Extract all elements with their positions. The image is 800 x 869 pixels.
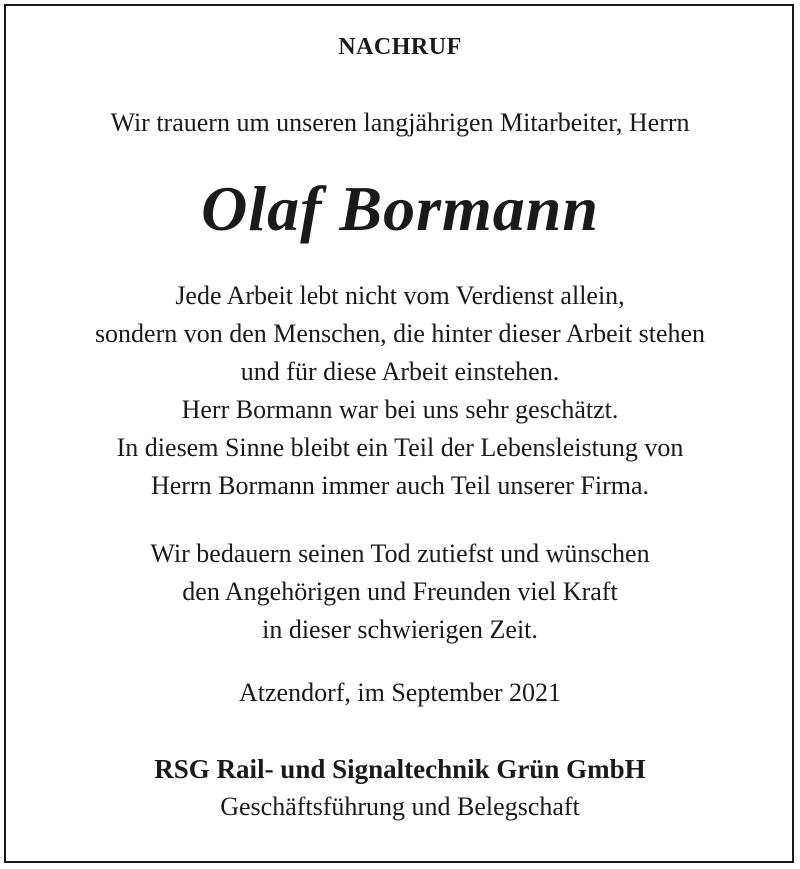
tribute-line: und für diese Arbeit einstehen. — [240, 357, 560, 386]
intro-text: Wir trauern um unseren langjährigen Mitarbeiter, Herrn — [110, 108, 690, 137]
notice-heading: NACHRUF — [338, 34, 462, 60]
company-name: RSG Rail- und Signaltechnik Grün GmbH — [154, 754, 646, 784]
tribute-line: sondern von den Menschen, die hinter dieser Arbeit stehen — [94, 319, 706, 348]
tribute-line: Herrn Bormann immer auch Teil unserer Firma. — [150, 471, 650, 500]
condolence-line: in dieser schwierigen Zeit. — [262, 615, 538, 644]
place-date: Atzendorf, im September 2021 — [238, 678, 562, 707]
tribute-line: In diesem Sinne bleibt ein Teil der Lebensleistung von — [116, 433, 684, 462]
condolence-line: den Angehörigen und Freunden viel Kraft — [182, 577, 618, 606]
tribute-paragraph — [0, 277, 800, 505]
tribute-line: Herr Bormann war bei uns sehr geschätzt. — [181, 395, 619, 424]
condolence-paragraph — [0, 535, 800, 649]
condolence-line: Wir bedauern seinen Tod zutiefst und wünschen — [150, 539, 650, 568]
tribute-line: Jede Arbeit lebt nicht vom Verdienst allein, — [175, 281, 625, 310]
company-subtitle: Geschäftsführung und Belegschaft — [220, 792, 580, 821]
deceased-name: Olaf Bormann — [201, 173, 599, 244]
